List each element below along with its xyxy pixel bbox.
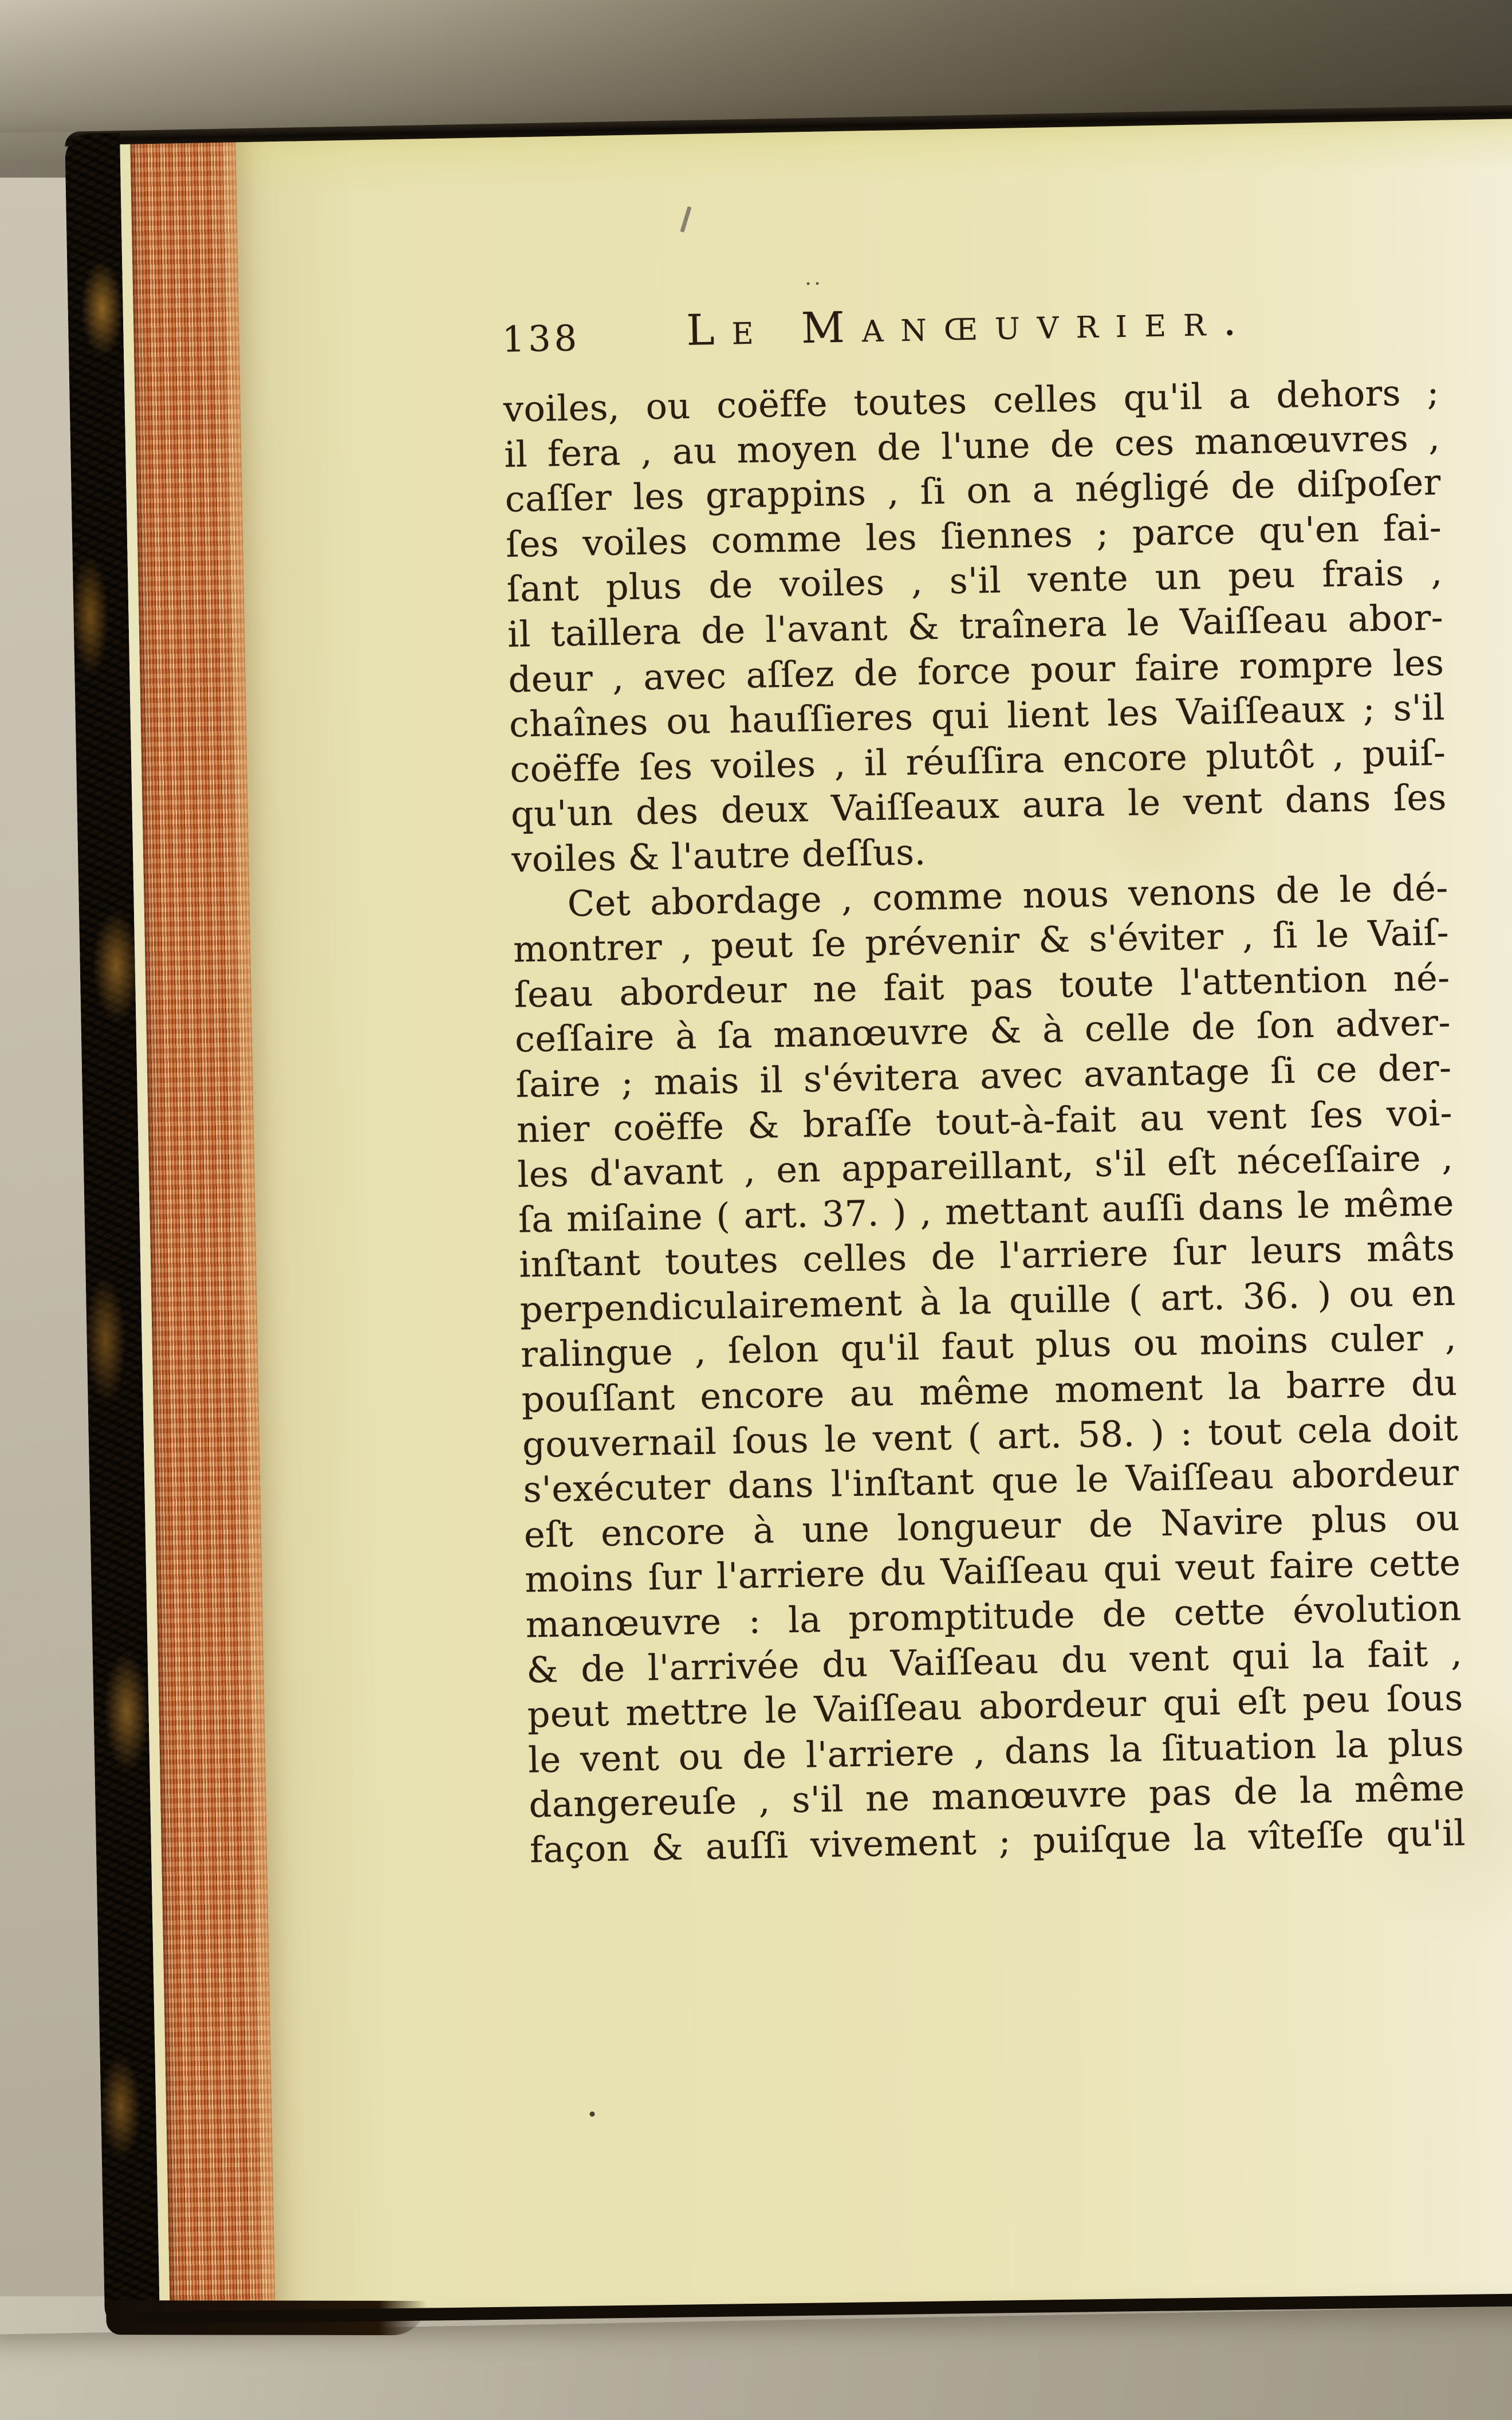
text-line: gouvernail ſous le vent ( art. 58. ) : tout cela doit bbox=[522, 1407, 1459, 1466]
text-line: voiles & l'autre deſſus. bbox=[511, 831, 927, 881]
text-line: & de l'arrivée du Vaiſſeau du vent qui la fait , bbox=[526, 1632, 1463, 1691]
text-line: voiles, ou coëffe toutes celles qu'il a dehors ; bbox=[503, 371, 1440, 430]
text-line: deur , avec aſſez de force pour faire rompre les bbox=[507, 641, 1445, 701]
text-line: ralingue , ſelon qu'il faut plus ou moins culer , bbox=[520, 1317, 1457, 1376]
text-line: s'exécuter dans l'inſtant que le Vaiſſeau abordeur bbox=[522, 1451, 1459, 1511]
scan-mark-dots bbox=[805, 282, 820, 286]
text-line: ſeau abordeur ne fait pas toute l'attention né- bbox=[514, 956, 1451, 1016]
text-line: le vent ou de l'arriere , dans la ſituation la plus bbox=[527, 1722, 1464, 1781]
text-line: qu'un des deux Vaiſſeaux aura le vent dans ſes bbox=[510, 776, 1447, 836]
text-line: ſant plus de voiles , s'il vente un peu frais , bbox=[506, 551, 1443, 611]
text-line: façon & auſſi vivement ; puiſque la vîteſſe qu'il bbox=[529, 1812, 1466, 1871]
text-line: perpendiculairement à la quille ( art. 36. ) ou en bbox=[519, 1271, 1456, 1331]
text-line: nier coëffe & braſſe tout-à-fait au vent ſes voi- bbox=[516, 1091, 1453, 1151]
text-line: caſſer les grappins , ſi on a négligé de diſpoſer bbox=[505, 461, 1442, 520]
text-line: il taillera de l'avant & traînera le Vaiſſeau abor- bbox=[507, 596, 1444, 655]
page-number: 138 bbox=[502, 317, 581, 360]
text-line: manœuvre : la promptitude de cette évolution bbox=[525, 1586, 1462, 1646]
scan-mark-dot bbox=[589, 2111, 594, 2116]
text-line: ſa miſaine ( art. 37. ) , mettant auſſi dans le même bbox=[518, 1181, 1455, 1241]
book bbox=[0, 105, 1512, 2334]
page-header bbox=[502, 292, 1438, 359]
running-title: Le Manœuvrier. bbox=[686, 295, 1254, 355]
text-block bbox=[502, 292, 1466, 1873]
text-line: ſaire ; mais il s'évitera avec avantage ſi ce der- bbox=[515, 1046, 1452, 1106]
text-line: peut mettre le Vaiſſeau abordeur qui eſt peu ſous bbox=[527, 1676, 1464, 1736]
text-line: les d'avant , en appareillant, s'il eſt néceſſaire , bbox=[517, 1136, 1454, 1196]
text-line: chaînes ou hauſſieres qui lient les Vaiſſeaux ; s'il bbox=[509, 686, 1446, 745]
text-line: eſt encore à une longueur de Navire plus ou bbox=[523, 1496, 1460, 1556]
text-line: ceſſaire à ſa manœuvre & à celle de ſon adver- bbox=[514, 1001, 1451, 1060]
text-line: montrer , peut ſe prévenir & s'éviter , ſi le Vaiſ- bbox=[513, 911, 1450, 971]
text-lines bbox=[503, 370, 1466, 1873]
text-line: pouſſant encore au même moment la barre du bbox=[521, 1361, 1458, 1421]
text-line: Cet abordage , comme nous venons de le dé- bbox=[567, 866, 1449, 925]
text-line: coëffe ſes voiles , il réuſſira encore plutôt , puiſ- bbox=[509, 731, 1446, 791]
text-line: ſes voiles comme les ſiennes ; parce qu'en fai- bbox=[505, 506, 1442, 565]
scan-mark-slash bbox=[680, 206, 691, 233]
book-page bbox=[235, 119, 1512, 2317]
text-line: inſtant toutes celles de l'arriere ſur leurs mâts bbox=[518, 1226, 1455, 1286]
text-line: moins ſur l'arriere du Vaiſſeau qui veut faire cette bbox=[524, 1542, 1461, 1601]
text-line: il fera , au moyen de l'une de ces manœuvres , bbox=[503, 416, 1440, 476]
text-line: dangereuſe , s'il ne manœuvre pas de la même bbox=[528, 1766, 1466, 1826]
